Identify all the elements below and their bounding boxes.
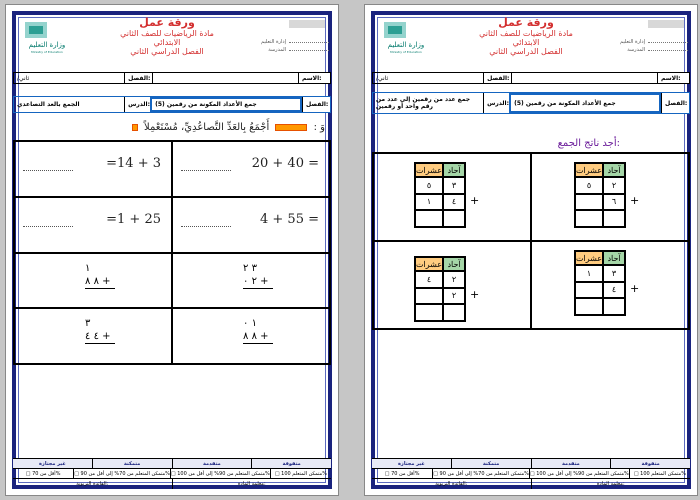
problem-text: 4 + 55 = bbox=[260, 211, 319, 227]
vertical-bottom: ٨ ٨ + bbox=[243, 330, 273, 344]
grade-label: متقدمة bbox=[172, 459, 252, 468]
title-line3: الابتدائي bbox=[153, 38, 181, 47]
chapter-label: الفصل: bbox=[661, 93, 689, 113]
page-header bbox=[372, 12, 690, 68]
student-info-bar bbox=[372, 72, 690, 84]
meta-school: المدرسة bbox=[627, 47, 645, 53]
class-label-cell: الفصل: bbox=[124, 73, 152, 83]
title-line2: مادة الرياضيات للصف الثاني bbox=[120, 29, 214, 38]
addition-grid bbox=[372, 152, 690, 330]
ones-digit: ٤ bbox=[443, 194, 465, 211]
kingdom-emblem bbox=[287, 16, 327, 34]
place-value-problem[interactable] bbox=[373, 153, 531, 241]
grade-label: متقدمة bbox=[531, 459, 611, 468]
supervisor-label: القائدة التربوية: bbox=[435, 481, 468, 487]
answer-cell[interactable] bbox=[443, 304, 465, 321]
grade-label: متمكنة bbox=[451, 459, 531, 468]
student-info-bar bbox=[13, 72, 331, 84]
answer-cell[interactable] bbox=[575, 298, 603, 315]
ten-rod-icon bbox=[275, 124, 307, 131]
tens-header: عشرات bbox=[575, 251, 603, 265]
place-value-table bbox=[574, 162, 626, 228]
assessment-footer bbox=[372, 458, 690, 488]
vertical-top: ١ ٠ bbox=[243, 318, 257, 330]
answer-line[interactable] bbox=[181, 226, 231, 227]
supervisor-label: القائدة التربوية: bbox=[76, 481, 109, 487]
tens-digit bbox=[575, 194, 603, 211]
place-value-table bbox=[574, 250, 626, 316]
ministry-label: وزارة التعليم bbox=[28, 41, 66, 49]
place-value-problem[interactable] bbox=[373, 241, 531, 329]
grade-checkbox[interactable]: □ متمكن المتعلم من 90% إلى أقل من 100% bbox=[170, 470, 270, 477]
ministry-logo bbox=[21, 20, 73, 54]
answer-cell[interactable] bbox=[415, 210, 443, 227]
tens-digit: ٥ bbox=[575, 177, 603, 194]
place-value-table bbox=[414, 256, 466, 322]
tens-header: عشرات bbox=[575, 163, 603, 177]
ministry-sub: Ministry of Education bbox=[31, 50, 63, 54]
place-value-problem[interactable] bbox=[531, 241, 689, 329]
school-meta bbox=[261, 38, 329, 54]
answer-cell[interactable] bbox=[415, 304, 443, 321]
chapter-value: (5) جمع الأعداد المكونة من رقمين bbox=[509, 93, 661, 113]
vertical-bottom: ٢ ٠ + bbox=[243, 275, 273, 289]
grade-checkbox[interactable]: □ أقل من 70% bbox=[25, 470, 61, 477]
ones-digit: ٤ bbox=[603, 282, 625, 299]
meta-school: المدرسة bbox=[268, 47, 286, 53]
grade-label: متفوقة bbox=[251, 459, 331, 468]
lesson-label: الدرس: bbox=[124, 97, 150, 112]
title-line4: الفصل الدراسي الثاني bbox=[489, 47, 563, 56]
ones-header: آحاد bbox=[603, 163, 625, 177]
grade-checkbox[interactable]: □ متمكن المتعلم من 90% إلى أقل من 100% bbox=[529, 470, 629, 477]
ones-header: آحاد bbox=[603, 251, 625, 265]
plus-sign: + bbox=[470, 288, 480, 301]
problem-text: =1 + 25 bbox=[106, 211, 161, 227]
problem-cell[interactable] bbox=[172, 141, 330, 197]
ones-digit: ٣ bbox=[603, 265, 625, 282]
vertical-bottom: ٤ ٤ + bbox=[85, 330, 115, 344]
ones-digit: ٣ bbox=[443, 177, 465, 194]
vertical-problem[interactable] bbox=[14, 253, 172, 309]
tens-digit: ١ bbox=[575, 265, 603, 282]
score-label: /ثاني bbox=[376, 74, 389, 82]
instruction-text: أجد ناتج الجمع: bbox=[557, 138, 620, 149]
instruction-line bbox=[13, 122, 331, 133]
score-cell bbox=[373, 73, 483, 83]
worksheet-page-right bbox=[364, 4, 698, 496]
grade-label: غير مجتازة bbox=[372, 459, 451, 468]
grade-label: متمكنة bbox=[92, 459, 172, 468]
worksheet-page-left bbox=[5, 4, 339, 496]
lesson-bar bbox=[372, 92, 690, 114]
vertical-top: ١ bbox=[85, 262, 91, 274]
lesson-value: جمع عدد من رقمين إلى عدد من رقم واحد أو رقمين bbox=[376, 96, 471, 110]
grade-checkbox[interactable]: □ متمكن المتعلم 100% bbox=[629, 469, 690, 478]
answer-line[interactable] bbox=[23, 170, 73, 171]
name-label-cell: الاسم: bbox=[298, 73, 330, 83]
meta-admin: إدارة التعليم bbox=[620, 39, 645, 45]
tens-header: عشرات bbox=[415, 163, 443, 177]
tens-digit bbox=[575, 282, 603, 299]
name-input-cell[interactable] bbox=[511, 73, 657, 83]
tens-digit: ٤ bbox=[415, 271, 443, 288]
vertical-problem[interactable] bbox=[172, 253, 330, 309]
meta-admin: إدارة التعليم bbox=[261, 39, 286, 45]
problem-text: 20 + 40 = bbox=[251, 156, 319, 171]
ministry-sub: Ministry of Education bbox=[390, 50, 422, 54]
ones-header: آحاد bbox=[443, 163, 465, 177]
answer-cell[interactable] bbox=[443, 210, 465, 227]
teacher-label: معلمة المادة: bbox=[531, 479, 691, 489]
page-header bbox=[13, 12, 331, 68]
title-line1: ورقة عمل bbox=[139, 16, 195, 29]
grade-label: متفوقة bbox=[610, 459, 690, 468]
answer-line[interactable] bbox=[181, 170, 231, 171]
ones-digit: ٢ bbox=[443, 271, 465, 288]
lesson-label: الدرس: bbox=[483, 93, 509, 113]
grade-checkbox[interactable]: □ متمكن المتعلم 100% bbox=[270, 469, 331, 478]
chapter-label: الفصل: bbox=[302, 97, 330, 112]
exercise-grid bbox=[13, 140, 331, 365]
tens-digit: ٥ bbox=[415, 177, 443, 194]
name-label-cell: الاسم: bbox=[657, 73, 689, 83]
class-label-cell: الفصل: bbox=[483, 73, 511, 83]
ones-digit: ٦ bbox=[603, 194, 625, 211]
grade-checkbox[interactable]: □ أقل من 70% bbox=[384, 470, 420, 477]
ones-digit: ٢ bbox=[603, 177, 625, 194]
plus-sign: + bbox=[630, 282, 640, 295]
place-value-table bbox=[414, 162, 466, 228]
answer-line[interactable] bbox=[23, 226, 73, 227]
plus-sign: + bbox=[630, 194, 640, 207]
score-cell bbox=[14, 73, 124, 83]
vertical-problem[interactable] bbox=[172, 308, 330, 364]
score-label: /ثاني bbox=[17, 74, 30, 82]
name-input-cell[interactable] bbox=[152, 73, 298, 83]
worksheet-title-block bbox=[442, 16, 610, 56]
problem-cell[interactable] bbox=[14, 141, 172, 197]
tens-digit: ١ bbox=[415, 194, 443, 211]
teacher-label: معلمة المادة: bbox=[172, 479, 332, 489]
grade-label: غير مجتازة bbox=[13, 459, 92, 468]
instruction-and: وَ : bbox=[313, 122, 325, 133]
tens-header: عشرات bbox=[415, 257, 443, 271]
instruction-text: أَجْمَعُ بِالعَدِّ التَّصاعُدِيِّ، مُسْتَعْمِلاً bbox=[143, 122, 270, 133]
ones-digit: ٢ bbox=[443, 288, 465, 305]
grade-checkbox[interactable]: □ متمكن المتعلم من 70% إلى أقل من 90% bbox=[433, 470, 529, 477]
lesson-value: الجمع بالعد التصاعدي bbox=[17, 101, 80, 108]
title-line4: الفصل الدراسي الثاني bbox=[130, 47, 204, 56]
vertical-problem[interactable] bbox=[14, 308, 172, 364]
answer-cell[interactable] bbox=[603, 298, 625, 315]
assessment-footer bbox=[13, 458, 331, 488]
grade-checkbox[interactable]: □ متمكن المتعلم من 70% إلى أقل من 90% bbox=[74, 470, 170, 477]
plus-sign: + bbox=[470, 194, 480, 207]
ministry-logo bbox=[380, 20, 432, 54]
ones-header: آحاد bbox=[443, 257, 465, 271]
title-line1: ورقة عمل bbox=[498, 16, 554, 29]
ministry-label: وزارة التعليم bbox=[387, 41, 425, 49]
lesson-bar bbox=[13, 96, 331, 113]
problem-cell[interactable] bbox=[172, 197, 330, 253]
title-line3: الابتدائي bbox=[512, 38, 540, 47]
place-value-problem[interactable] bbox=[531, 153, 689, 241]
unit-cube-icon bbox=[132, 124, 138, 131]
vertical-top: ٣ ٢ bbox=[243, 262, 257, 274]
vertical-bottom: ٨ ٨ + bbox=[85, 275, 115, 289]
chapter-value: (5) جمع الأعداد المكونة من رقمين bbox=[150, 97, 302, 112]
answer-cell[interactable] bbox=[603, 210, 625, 227]
tens-digit bbox=[415, 288, 443, 305]
problem-cell[interactable] bbox=[14, 197, 172, 253]
school-meta bbox=[620, 38, 688, 54]
answer-cell[interactable] bbox=[575, 210, 603, 227]
worksheet-title-block bbox=[83, 16, 251, 56]
title-line2: مادة الرياضيات للصف الثاني bbox=[479, 29, 573, 38]
kingdom-emblem bbox=[646, 16, 686, 34]
problem-text: =14 + 3 bbox=[106, 156, 161, 171]
vertical-top: ٣ bbox=[85, 318, 91, 330]
